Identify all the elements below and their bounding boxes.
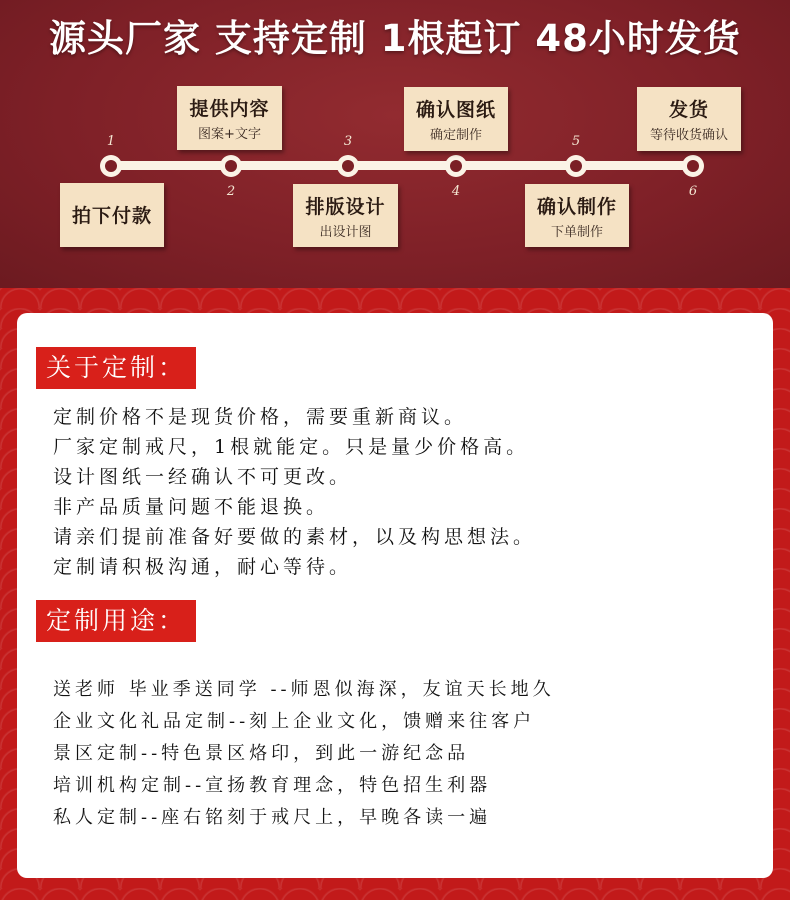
- usage-line: 私人定制--座右铭刻于戒尺上，早晚各读一遍: [53, 807, 492, 828]
- usage-line: 企业文化礼品定制--刻上企业文化，馈赠来往客户: [53, 711, 536, 732]
- step-title: 提供内容: [189, 98, 270, 120]
- step-card-5: [525, 184, 629, 247]
- usage-line: 培训机构定制--宣扬教育理念，特色招生利器: [53, 775, 492, 796]
- step-number-6: 6: [688, 184, 698, 199]
- usage-heading: 定制用途：: [36, 600, 196, 642]
- timeline-node-3: [337, 155, 359, 177]
- about-line: 请亲们提前准备好要做的素材，以及构思想法。: [53, 526, 537, 548]
- step-number-2: 2: [226, 184, 236, 199]
- about-line: 定制价格不是现货价格，需要重新商议。: [53, 406, 468, 428]
- usage-list: [53, 674, 555, 834]
- step-card-2: [177, 86, 282, 150]
- step-subtitle: 等待收货确认: [649, 128, 728, 143]
- usage-line: 送老师 毕业季送同学 --师恩似海深，友谊天长地久: [53, 679, 555, 700]
- about-line: 设计图纸一经确认不可更改。: [53, 466, 353, 488]
- step-number-1: 1: [106, 134, 116, 149]
- usage-line: 景区定制--特色景区烙印，到此一游纪念品: [53, 743, 470, 764]
- step-subtitle: 下单制作: [550, 225, 603, 240]
- about-line: 非产品质量问题不能退换。: [53, 496, 330, 518]
- step-subtitle: 确定制作: [429, 128, 482, 143]
- timeline-node-6: [682, 155, 704, 177]
- step-card-3: [293, 184, 398, 247]
- step-subtitle: 出设计图: [319, 225, 372, 240]
- headline: 源头厂家 支持定制 1根起订 48小时发货: [49, 17, 741, 60]
- about-line: 厂家定制戒尺，1根就能定。只是量少价格高。: [53, 436, 530, 458]
- about-heading: 关于定制：: [36, 347, 196, 389]
- step-title: 排版设计: [305, 196, 386, 218]
- step-card-6: [637, 87, 741, 151]
- step-number-5: 5: [571, 134, 581, 149]
- timeline-node-2: [220, 155, 242, 177]
- step-card-1: [60, 183, 164, 247]
- step-title: 确认图纸: [415, 99, 496, 121]
- about-line: 定制请积极沟通，耐心等待。: [53, 556, 353, 578]
- timeline-node-5: [565, 155, 587, 177]
- step-title: 发货: [668, 99, 709, 121]
- timeline-node-4: [445, 155, 467, 177]
- step-title: 确认制作: [536, 196, 617, 218]
- info-panel: [17, 313, 773, 878]
- process-timeline-track: [110, 161, 694, 170]
- step-subtitle: 图案+文字: [198, 127, 261, 142]
- step-card-4: [404, 87, 508, 151]
- step-number-4: 4: [451, 184, 461, 199]
- about-list: [53, 402, 536, 582]
- step-number-3: 3: [343, 134, 353, 149]
- timeline-node-1: [100, 155, 122, 177]
- process-banner: [0, 0, 790, 288]
- step-title: 拍下付款: [71, 205, 152, 227]
